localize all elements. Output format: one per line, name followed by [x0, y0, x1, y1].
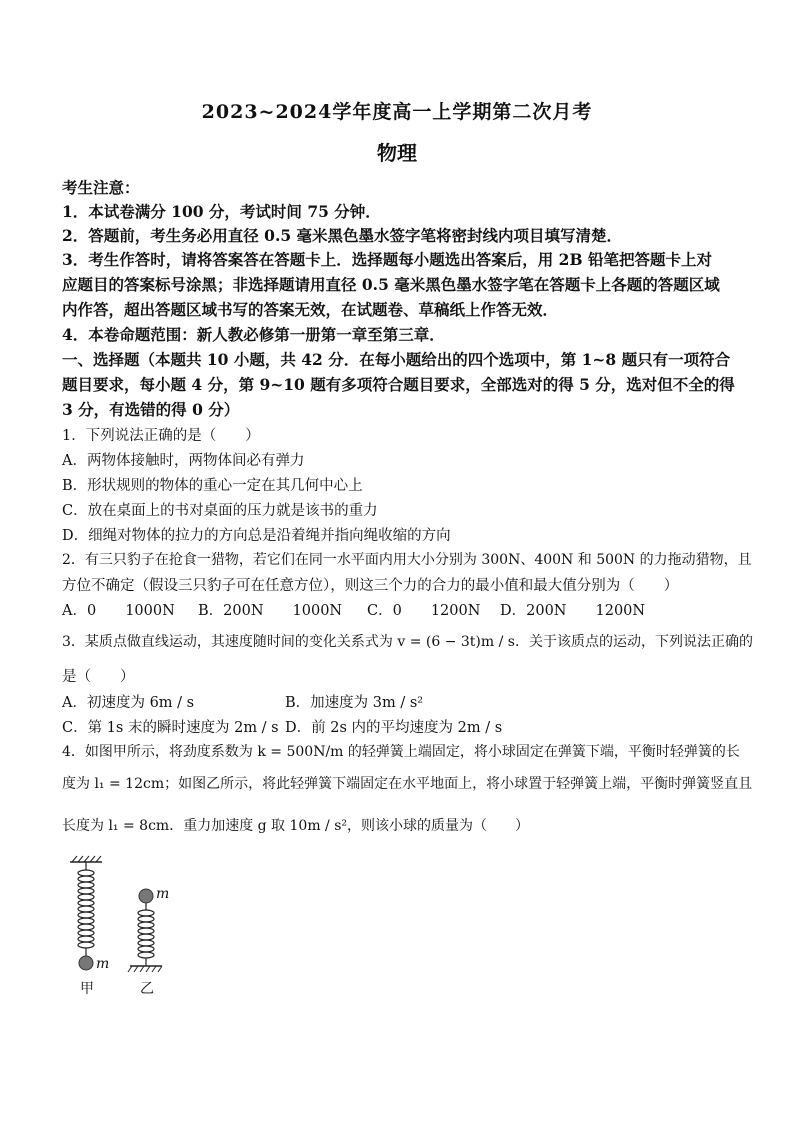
ball-jia [79, 956, 93, 970]
q1-option-a: A．两物体接触时，两物体间必有弹力 [62, 453, 305, 469]
q1-option-c: C．放在桌面上的书对桌面的压力就是该书的重力 [62, 503, 378, 519]
q4-stem-line-1: 4．如图甲所示，将劲度系数为 k = 500N/m 的轻弹簧上端固定，将小球固定在弹簧下端，平衡时轻弹簧的长 [62, 744, 740, 760]
spring-figure [62, 852, 202, 1006]
q2-option-c: C．0 1200N [367, 603, 481, 619]
q2-stem-line-1: 2．有三只豹子在抢食一猎物，若它们在同一水平面内用大小分别为 300N、400N 和 500N 的力拖动猎物，且 [62, 552, 752, 568]
notice-item-3-line-3: 内作答，超出答题区域书写的答案无效，在试题卷、草稿纸上作答无效． [62, 300, 559, 319]
q3-option-a: A．初速度为 6m / s [62, 695, 195, 711]
notice-item-3-line-2: 应题目的答案标号涂黑；非选择题请用直径 0.5 毫米黑色墨水签字笔在答题卡上各题的答题区域 [62, 275, 720, 294]
figure-label-yi: 乙 [140, 981, 154, 997]
figure-label-jia: 甲 [80, 981, 94, 997]
ceiling-support [70, 856, 102, 862]
notice-item-1: 1．本试卷满分 100 分，考试时间 75 分钟． [62, 202, 381, 221]
q3-option-b: B．加速度为 3m / s² [285, 695, 424, 711]
hanging-spring [78, 862, 94, 956]
mass-label-jia: m [96, 956, 110, 972]
ball-yi [139, 889, 153, 903]
notice-item-3-line-1: 3．考生作答时，请将答案答在答题卡上．选择题每小题选出答案后，用 2B 铅笔把答题卡上对 [62, 250, 712, 269]
q3-stem-line-2: 是（ ） [62, 669, 135, 685]
section-heading-line-1: 一、选择题（本题共 10 小题，共 42 分．在每小题给出的四个选项中，第 1~8 题只有一项符合 [62, 350, 731, 369]
q3-option-d: D．前 2s 内的平均速度为 2m / s [285, 720, 503, 736]
exam-title: 2023~2024学年度高一上学期第二次月考 [201, 101, 593, 123]
q2-option-d: D．200N 1200N [500, 603, 646, 619]
q2-option-b: B．200N 1000N [198, 603, 343, 619]
standing-spring [138, 903, 154, 966]
q3-option-c: C．第 1s 末的瞬时速度为 2m / s [62, 720, 279, 736]
ground-support [128, 966, 162, 972]
q1-stem: 1．下列说法正确的是（ ） [62, 428, 260, 444]
q4-stem-line-2: 度为 l₁ = 12cm；如图乙所示，将此轻弹簧下端固定在水平地面上，将小球置于轻弹簧上端，平衡时弹簧竖直且 [62, 776, 753, 792]
q1-option-b: B．形状规则的物体的重心一定在其几何中心上 [62, 478, 363, 494]
mass-label-yi: m [156, 886, 170, 902]
q2-stem-line-2: 方位不确定（假设三只豹子可在任意方位），则这三个力的合力的最小值和最大值分别为（ ） [62, 578, 679, 594]
exam-subject: 物理 [377, 141, 417, 165]
q3-stem-line-1: 3．某质点做直线运动，其速度随时间的变化关系式为 v = (6 − 3t)m / s．关于该质点的运动，下列说法正确的 [62, 634, 753, 650]
section-heading-line-3: 3 分，有选错的得 0 分） [62, 400, 240, 419]
notice-item-2: 2．答题前，考生务必用直径 0.5 毫米黑色墨水签字笔将密封线内项目填写清楚． [62, 226, 623, 245]
q1-option-d: D．细绳对物体的拉力的方向总是沿着绳并指向绳收缩的方向 [62, 528, 451, 544]
notice-item-4: 4．本卷命题范围：新人教必修第一册第一章至第三章． [62, 325, 445, 344]
q4-stem-line-3: 长度为 l₁ = 8cm．重力加速度 g 取 10m / s²，则该小球的质量为（ ） [62, 818, 530, 834]
q2-option-a: A．0 1000N [62, 603, 175, 619]
notice-heading: 考生注意： [62, 178, 140, 197]
section-heading-line-2: 题目要求，每小题 4 分，第 9~10 题有多项符合题目要求，全部选对的得 5 分，选对但不全的得 [62, 375, 735, 394]
